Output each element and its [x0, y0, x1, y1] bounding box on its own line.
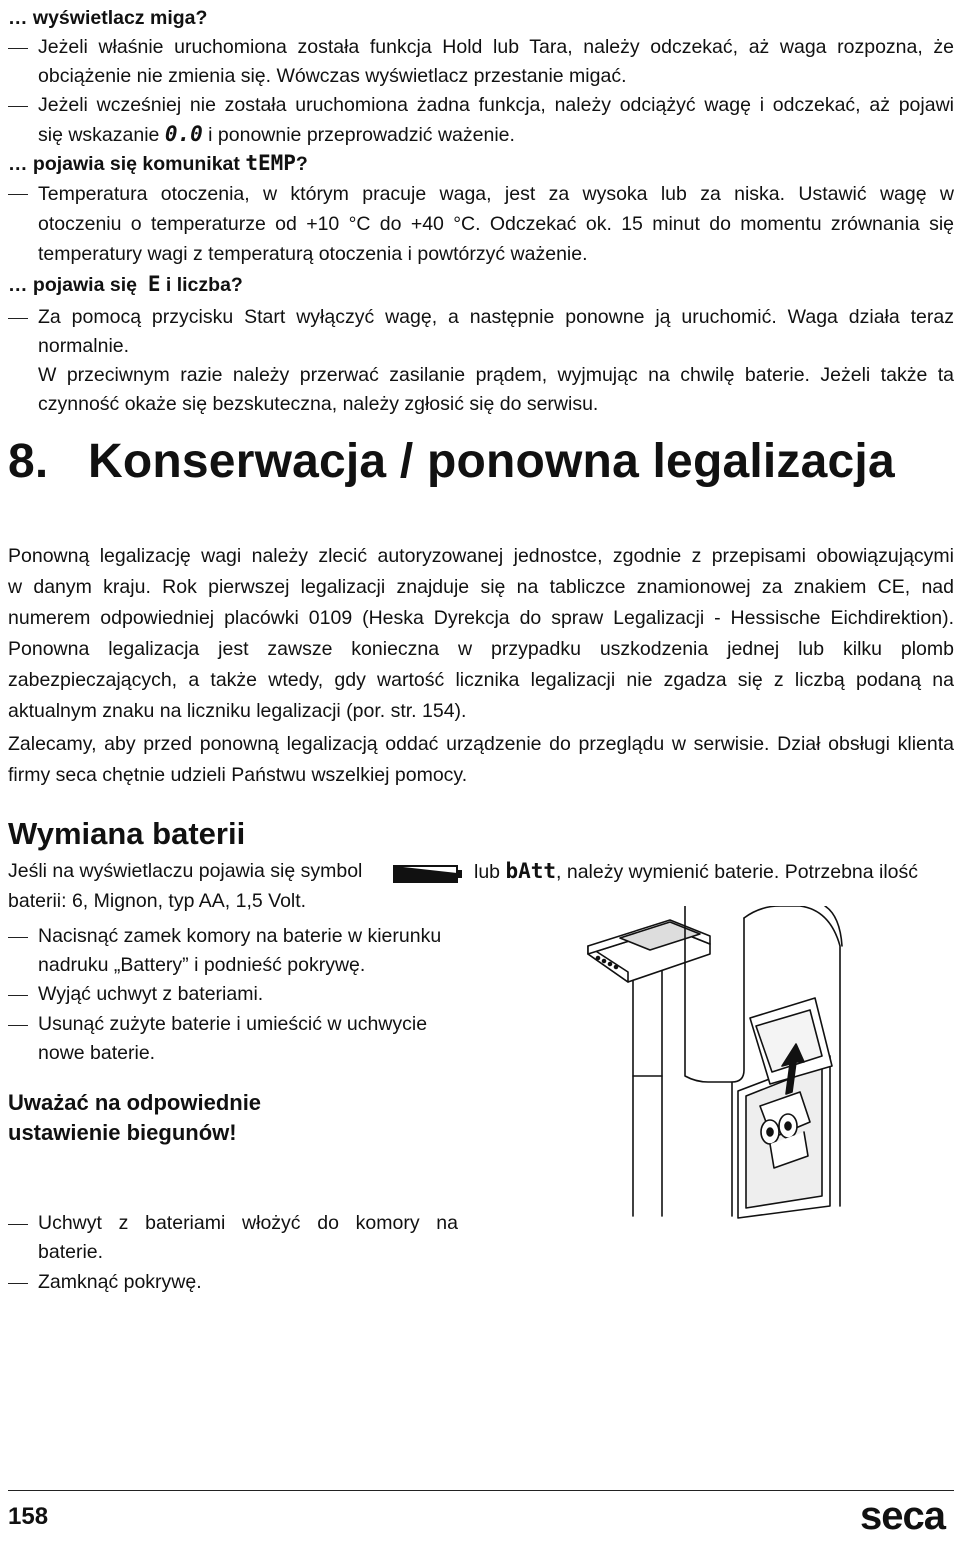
lcd-zero-reading: 0.0 [164, 122, 203, 146]
question-display-blinking: … wyświetlacz miga? [8, 7, 208, 29]
battery-intro-rest: lub bAtt, należy wymienić baterie. Potrzebna ilość [474, 859, 919, 883]
answer-line: Jeżeli właśnie uruchomiona została funkcja Hold lub Tara, należy odczekać, aż waga rozpozna, że [38, 36, 954, 58]
lcd-batt-code: bAtt [505, 859, 557, 883]
dash-bullet [8, 937, 28, 938]
brand-logo: seca [860, 1494, 945, 1538]
step-line: Uchwyt z bateriami włożyć do komory na [38, 1212, 458, 1234]
lcd-error-code: E [147, 272, 161, 296]
battery-heading: Wymiana baterii [8, 816, 246, 851]
section-number: 8. [8, 435, 49, 488]
battery-low-icon [393, 864, 463, 884]
answer-line: czynność okaże się bezskuteczna, należy zgłosić się do serwisu. [38, 393, 599, 415]
dash-bullet [8, 48, 28, 49]
dash-bullet [8, 194, 28, 195]
step-line: Zamknąć pokrywę. [38, 1271, 202, 1293]
battery-intro-pre: Jeśli na wyświetlaczu pojawia się symbol [8, 860, 363, 882]
question-error-number: … pojawia się E i liczba? [8, 272, 243, 296]
paragraph-line: aktualnym znaku na liczniku legalizacji (por. str. 154). [8, 700, 467, 722]
answer-line: normalnie. [38, 335, 130, 357]
answer-line: obciążenie nie zmienia się. Wówczas wyświetlacz przestanie migać. [38, 65, 627, 87]
answer-line: Temperatura otoczenia, w którym pracuje waga, jest za wysoka lub za niska. Ustawić wagę w [38, 183, 954, 205]
step-line: Nacisnąć zamek komory na baterie w kierunku [38, 925, 442, 947]
paragraph-line: Zalecamy, aby przed ponowną legalizacją oddać urządzenie do przeglądu w serwisie. Dział obsługi klienta [8, 733, 954, 755]
battery-compartment-illustration [470, 906, 960, 1226]
page-number: 158 [8, 1503, 49, 1530]
warning-line: Uważać na odpowiednie [8, 1090, 262, 1115]
footer-divider [8, 1490, 954, 1491]
answer-line: otoczeniu o temperaturze od +10 °C do +40 °C. Odczekać ok. 15 minut do momentu zrównania się [38, 213, 954, 235]
step-line: Usunąć zużyte baterie i umieścić w uchwycie [38, 1013, 428, 1035]
question-temp-message: … pojawia się komunikat tEMP? [8, 151, 308, 175]
answer-line: się wskazanie 0.0 i ponownie przeprowadzić ważenie. [38, 122, 515, 146]
paragraph-line: numerem odpowiedniej placówki 0109 (Heska Dyrekcja do spraw Legalizacji - Hessische Eichdirektion). [8, 607, 954, 629]
warning-line: ustawienie biegunów! [8, 1120, 237, 1145]
step-line: nowe baterie. [38, 1042, 156, 1064]
answer-line: W przeciwnym razie należy przerwać zasilanie prądem, wyjmując na chwilę baterie. Jeżeli także ta [38, 364, 954, 386]
dash-bullet [8, 1283, 28, 1284]
dash-bullet [8, 1025, 28, 1026]
answer-line: Za pomocą przycisku Start wyłączyć wagę, a następnie ponowne ją uruchomić. Waga działa teraz [38, 306, 954, 328]
lcd-temp-code: tEMP [245, 151, 296, 175]
polarity-warning [8, 1088, 261, 1148]
dash-bullet [8, 106, 28, 107]
answer-line: Jeżeli wcześniej nie została uruchomiona żadna funkcja, należy odciążyć wagę i odczekać, aż pojawi [38, 94, 954, 116]
paragraph-line: Ponowna legalizacja jest zawsze konieczna w przypadku uszkodzenia jednej lub kilku plomb [8, 638, 954, 660]
step-line: Wyjąć uchwyt z bateriami. [38, 983, 264, 1005]
paragraph-line: w danym kraju. Rok pierwszej legalizacji znajduje się na tabliczce znamionowej za znakiem CE, nad [8, 576, 954, 598]
step-line: nadruku „Battery” i podnieść pokrywę. [38, 954, 366, 976]
paragraph-line: zabezpieczających, a także wtedy, gdy wartość licznika legalizacji nie zgadza się z liczbą podaną na [8, 669, 954, 691]
paragraph-line: Ponowną legalizację wagi należy zlecić autoryzowanej jednostce, zgodnie z przepisami obowiązującymi [8, 545, 954, 567]
section-heading [8, 432, 895, 492]
battery-intro-line2: baterii: 6, Mignon, typ AA, 1,5 Volt. [8, 890, 307, 912]
dash-bullet [8, 318, 28, 319]
step-line: baterie. [38, 1241, 104, 1263]
dash-bullet [8, 995, 28, 996]
dash-bullet [8, 1224, 28, 1225]
paragraph-line: firmy seca chętnie udzieli Państwu wszelkiej pomocy. [8, 764, 468, 786]
section-title: Konserwacja / ponowna legalizacja [88, 435, 895, 488]
answer-line: temperatury wagi z temperaturą otoczenia i powtórzyć ważenie. [38, 243, 588, 265]
